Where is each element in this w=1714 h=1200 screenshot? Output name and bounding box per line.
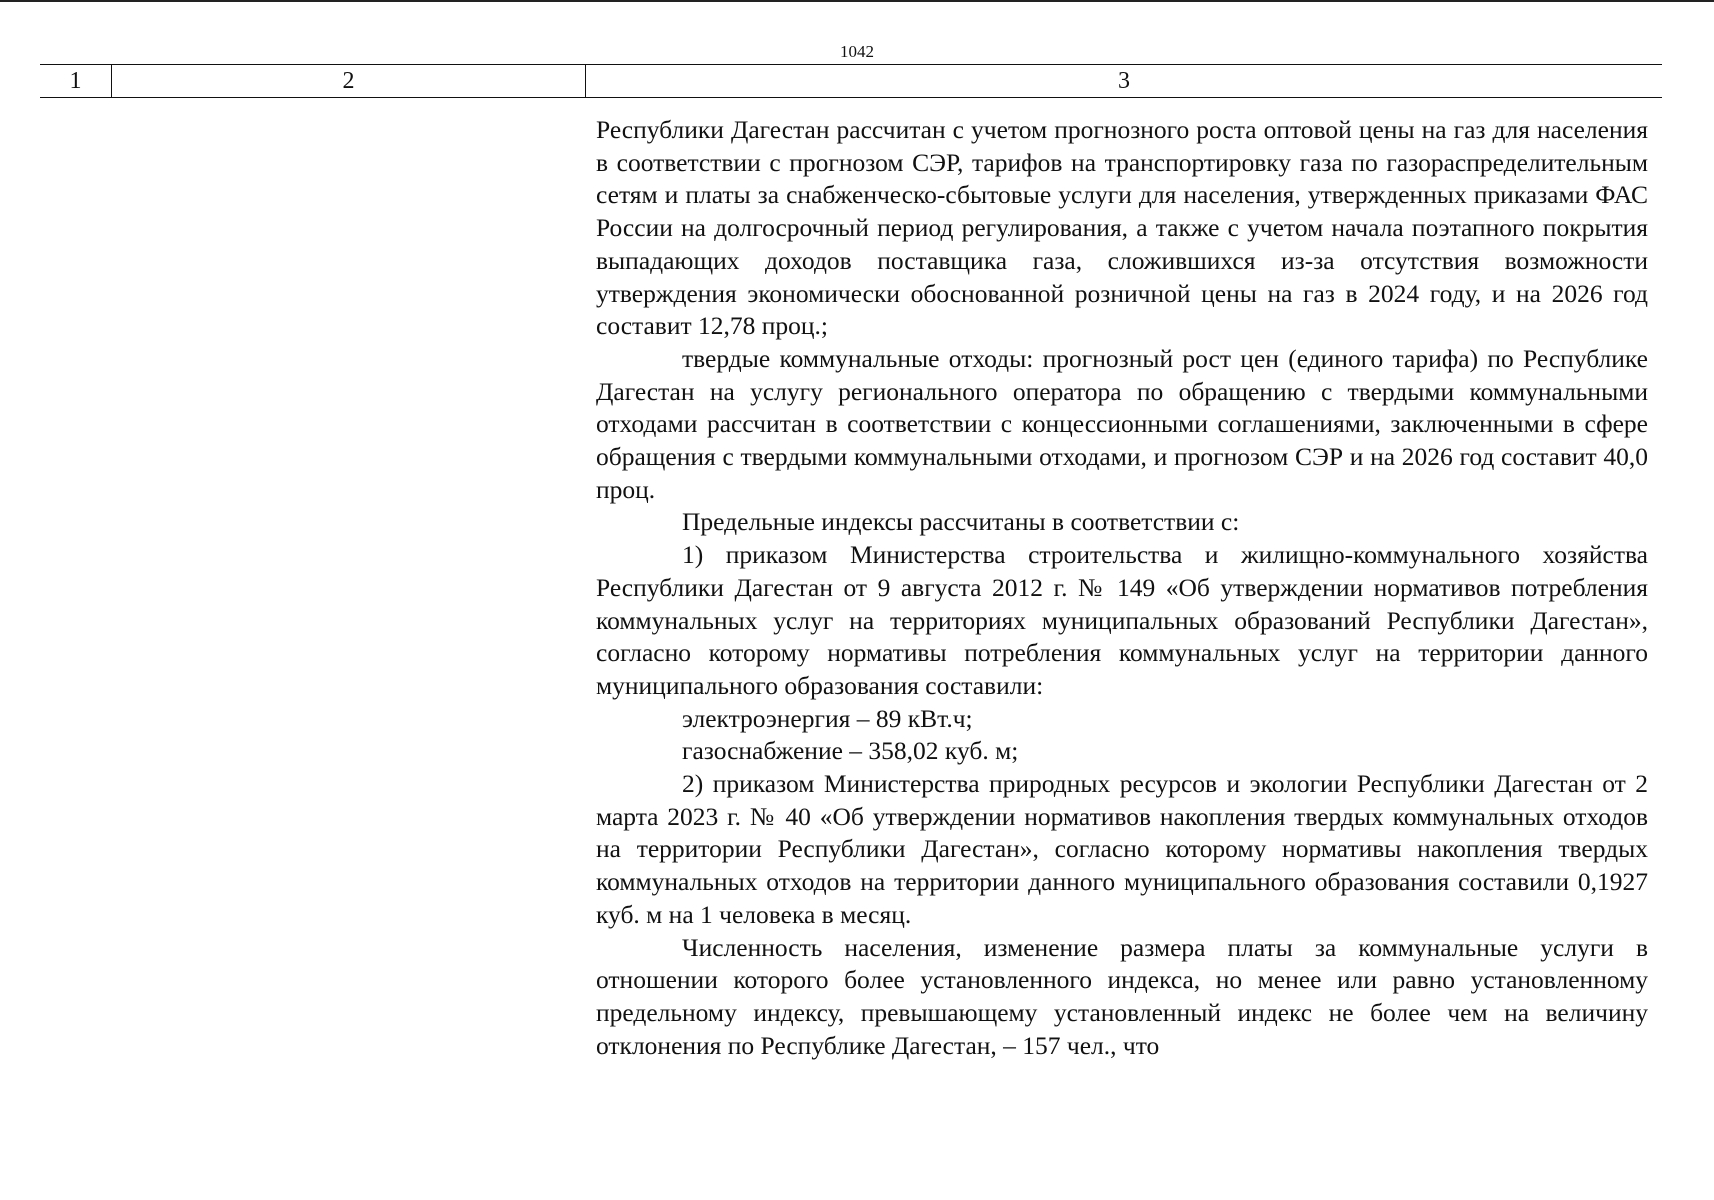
paragraph: электроэнергия – 89 кВт.ч; [682,703,973,733]
column-number-3: 3 [1118,67,1130,94]
paragraph: Численность населения, изменение размера платы за коммунальные услуги в отношении которого более установленного индекса, но менее или равно установленному предельному индексу, превышающему установленный индекс не более чем на величину отклонения по Республике Дагестан, – 157 чел., что [596,932,1648,1060]
paragraph: 1) приказом Министерства строительства и жилищно-коммунального хозяйства Республики Дагестан от 9 августа 2012 г. № 149 «Об утверждении нормативов потребления коммунальных услуг на территориях муниципальных образований Республики Дагестан», согласно которому нормативы потребления коммунальных услуг на территории данного муниципального образования составили: [596,540,1648,700]
paragraph: Предельные индексы рассчитаны в соответствии с: [682,507,1240,537]
paragraph: 2) приказом Министерства природных ресурсов и экологии Республики Дагестан от 2 марта 2023 г. № 40 «Об утверждении нормативов накопления твердых коммунальных отходов на территории Республики Дагестан», согласно которому нормативы накопления твердых коммунальных отходов на территории данного муниципального образования составили 0,1927 куб. м на 1 человека в месяц. [596,769,1648,929]
table-column-header [40,64,1662,98]
top-rule [0,0,1714,2]
column-number-1: 1 [40,65,112,97]
paragraph: газоснабжение – 358,02 куб. м; [682,736,1019,766]
page-number: 1042 [840,42,874,61]
paragraph: Республики Дагестан рассчитан с учетом прогнозного роста оптовой цены на газ для населения в соответствии с прогнозом СЭР, тарифов на транспортировку газа по газораспределительным сетям и платы за снабженческо-сбытовые услуги для населения, утвержденных приказами ФАС России на долгосрочный период регулирования, а также с учетом начала поэтапного покрытия выпадающих доходов поставщика газа, сложившихся из-за отсутствия возможности утверждения экономически обоснованной розничной цены на газ в 2024 году, и на 2026 год составит 12,78 проц.; [596,115,1648,341]
paragraph: твердые коммунальные отходы: прогнозный рост цен (единого тарифа) по Республике Дагестан на услугу регионального оператора по обращению с твердыми коммунальными отходами рассчитан в соответствии с концессионными соглашениями, заключенными в сфере обращения с твердыми коммунальными отходами, и прогнозом СЭР и на 2026 год составит 40,0 проц. [596,343,1648,504]
column-3-text [596,114,1648,1062]
column-number-2: 2 [112,65,586,97]
